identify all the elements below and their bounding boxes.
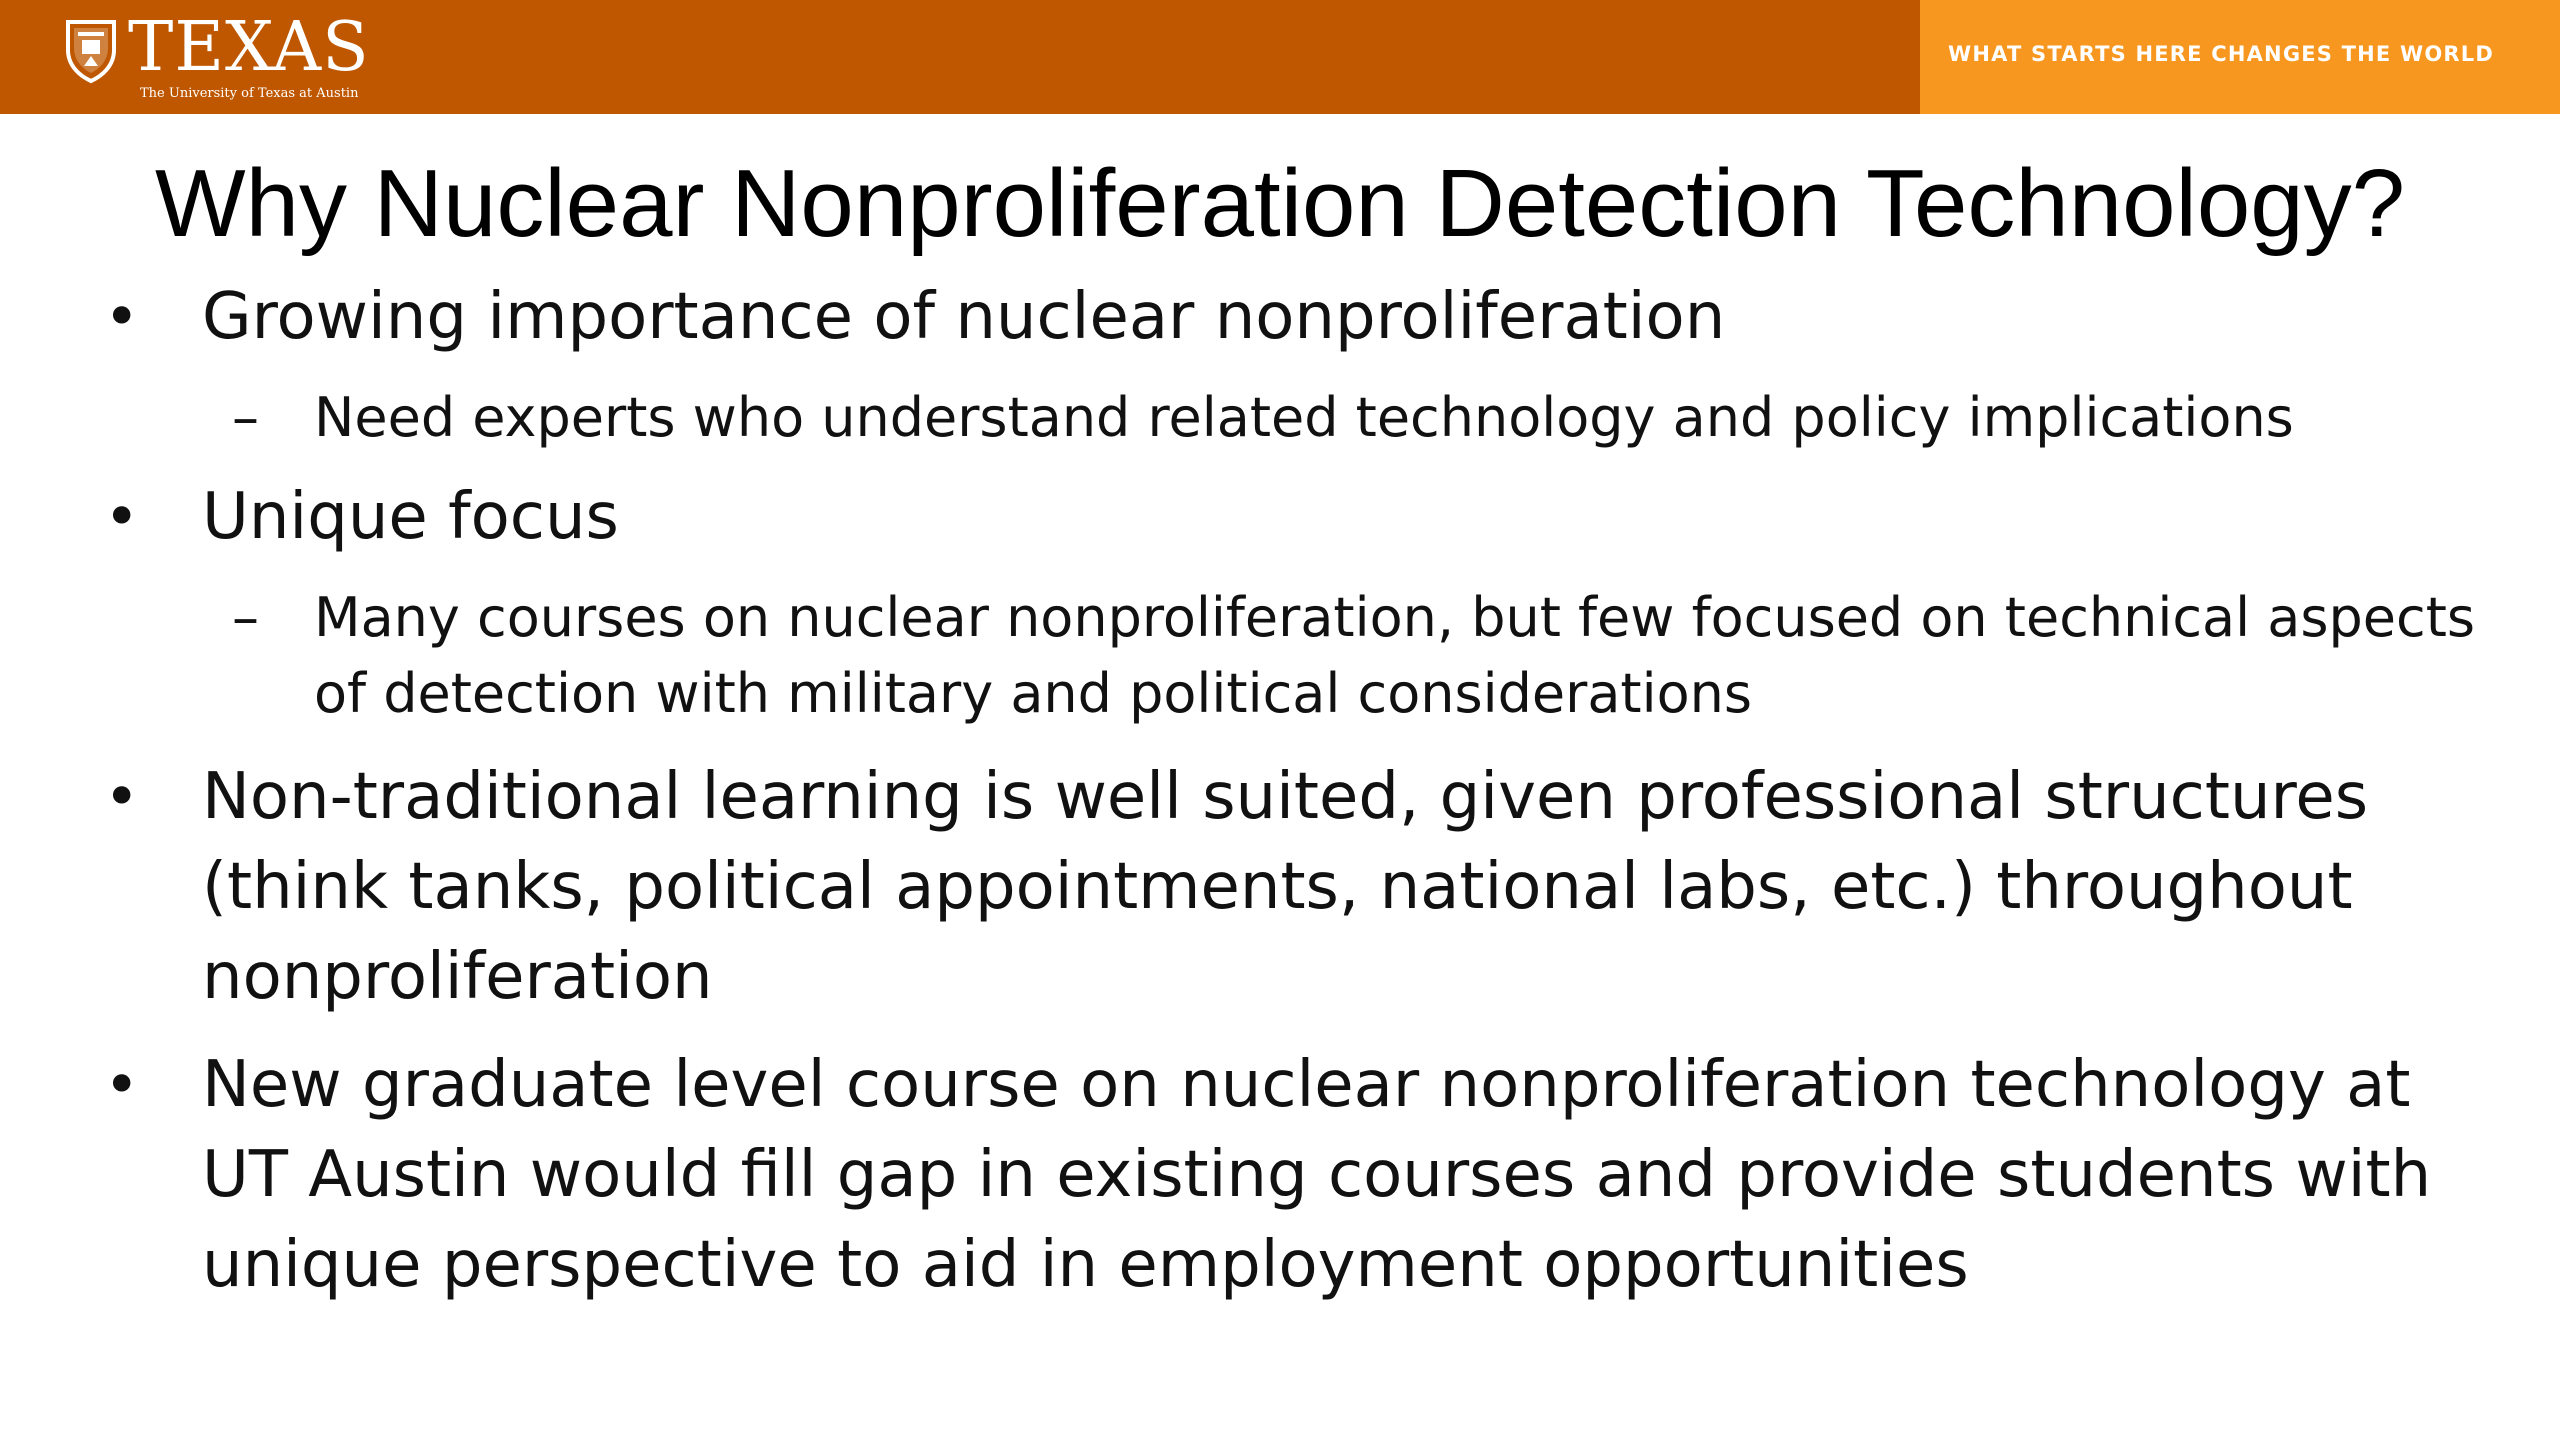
brand-wordmark: TEXAS	[128, 8, 370, 87]
bullet-text: Unique focus	[202, 480, 619, 554]
sub-bullet-dash: –	[232, 586, 259, 649]
sub-bullet-text: Need experts who understand related technology and policy implications	[314, 386, 2294, 449]
bullet-text: New graduate level course on nuclear nonproliferation technology at UT Austin would fill gap in existing courses and provide students with unique perspective to aid in employment opportunities	[202, 1048, 2432, 1302]
tagline: WHAT STARTS HERE CHANGES THE WORLD	[1948, 42, 2494, 66]
bullet-dot: •	[104, 482, 140, 552]
bullet-dot: •	[104, 1050, 140, 1120]
slide-title: Why Nuclear Nonproliferation Detection Technology?	[154, 150, 2406, 257]
bullet-text: Growing importance of nuclear nonproliferation	[202, 280, 1726, 354]
sub-bullet-dash: –	[232, 386, 259, 449]
bullet-dot: •	[104, 762, 140, 832]
sub-bullet-text: Many courses on nuclear nonproliferation, but few focused on technical aspects of detection with military and political considerations	[314, 586, 2476, 725]
bullet-dot: •	[104, 282, 140, 352]
brand-subtitle: The University of Texas at Austin	[140, 86, 359, 101]
bullet-text: Non-traditional learning is well suited, given professional structures (think tanks, political appointments, national labs, etc.) throughout nonproliferation	[202, 760, 2369, 1014]
